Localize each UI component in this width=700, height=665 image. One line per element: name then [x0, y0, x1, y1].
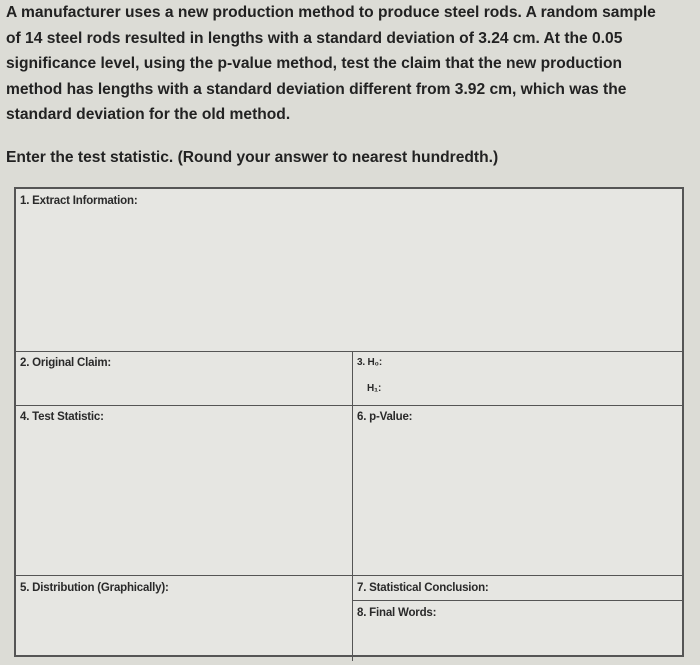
question-text [6, 0, 694, 128]
distribution-label: 5. Distribution (Graphically): [20, 582, 169, 594]
null-hypothesis-label: 3. H₀: [357, 357, 382, 368]
question-line: method has lengths with a standard deviation different from 3.92 cm, which was the [6, 80, 627, 98]
final-words-field[interactable] [353, 600, 682, 660]
hypothesis-worksheet [14, 187, 684, 657]
question-line: significance level, using the p-value method, test the claim that the new production [6, 55, 623, 72]
question-line: standard deviation for the old method. [6, 106, 291, 123]
extract-information-label: 1. Extract Information: [20, 195, 138, 207]
test-statistic-label: 4. Test Statistic: [20, 411, 104, 423]
extract-information-field[interactable] [16, 189, 682, 351]
hypotheses-field[interactable] [353, 351, 682, 405]
alternative-hypothesis-label: H₁: [367, 383, 382, 394]
question-line: A manufacturer uses a new production method to produce steel rods. A random sample [6, 4, 656, 21]
distribution-field[interactable] [16, 575, 352, 665]
instruction-text: Enter the test statistic. (Round your answer to nearest hundredth.) [6, 149, 499, 166]
question-line: of 14 steel rods resulted in lengths with a standard deviation of 3.24 cm. At the 0.05 [6, 29, 623, 47]
statistical-conclusion-field[interactable] [353, 575, 682, 600]
final-words-label: 8. Final Words: [357, 607, 437, 619]
p-value-label: 6. p-Value: [357, 411, 413, 423]
test-statistic-field[interactable] [16, 405, 352, 575]
original-claim-field[interactable] [16, 351, 352, 405]
statistical-conclusion-label: 7. Statistical Conclusion: [357, 582, 489, 594]
p-value-field[interactable] [353, 405, 682, 575]
original-claim-label: 2. Original Claim: [20, 357, 111, 369]
